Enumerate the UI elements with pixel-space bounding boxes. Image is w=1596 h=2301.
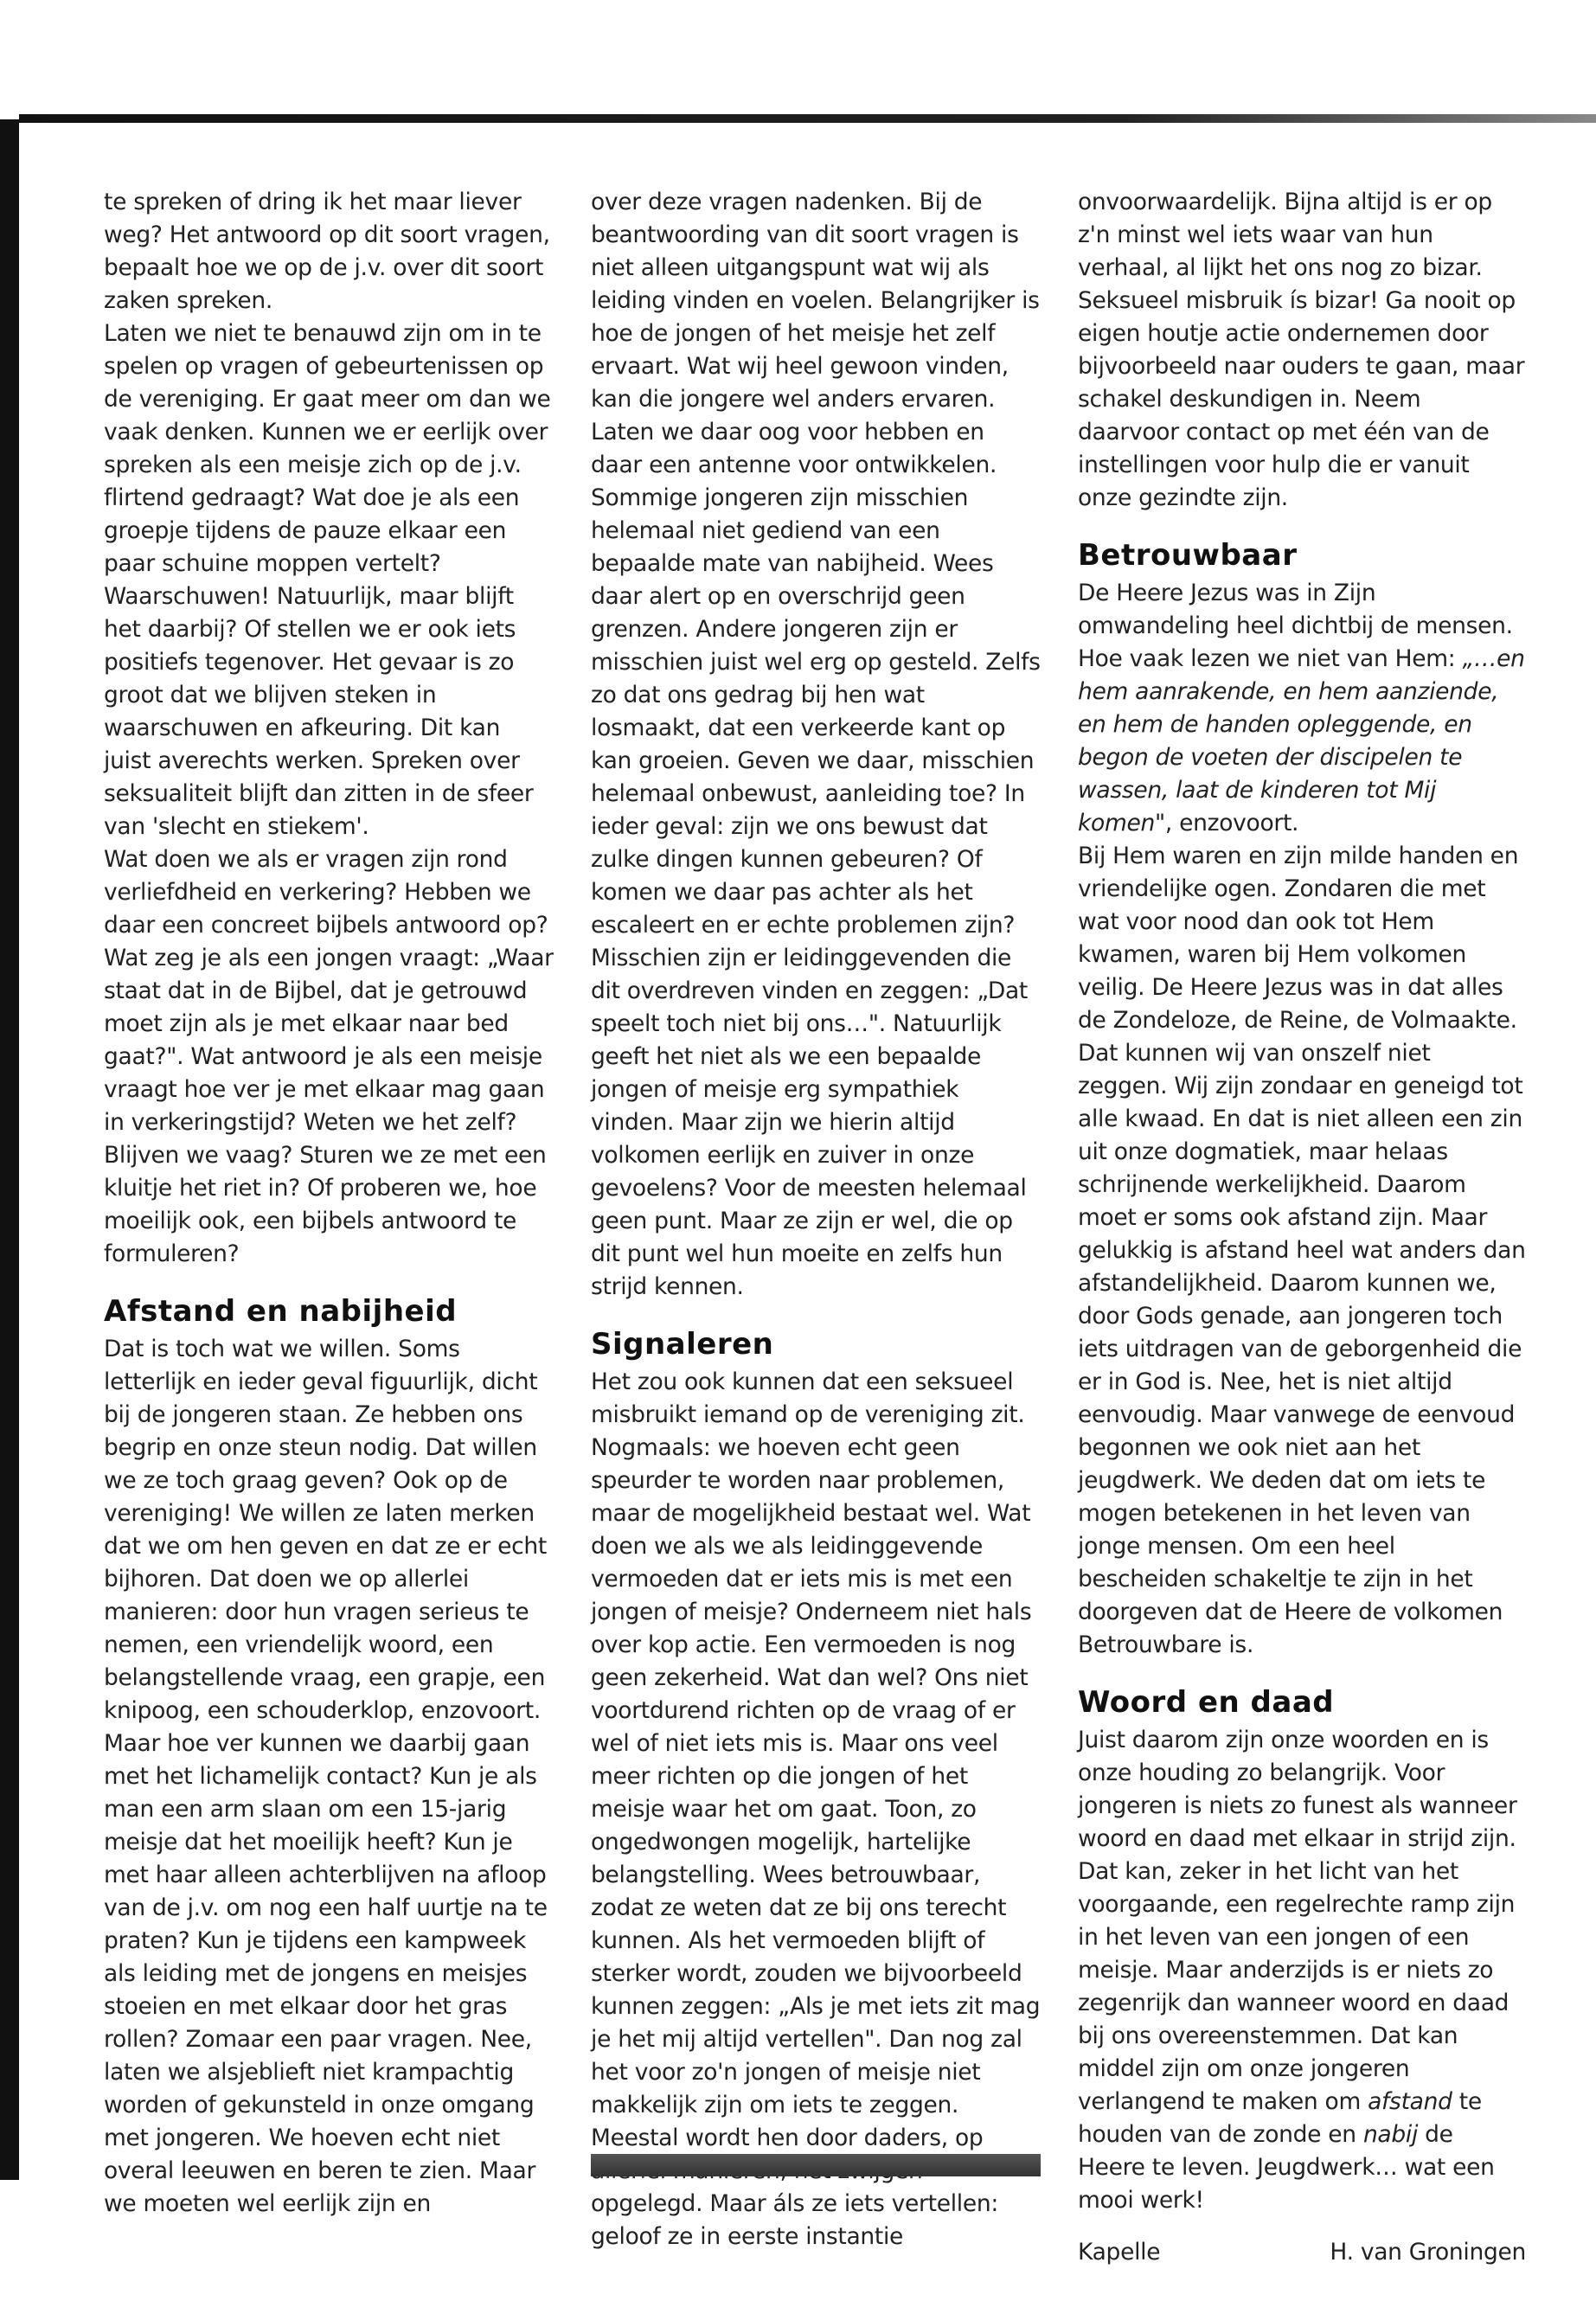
paragraph — [1078, 1724, 1526, 2217]
paragraph: onvoorwaardelijk. Bijna altijd is er op z'n minst wel iets waar van hun verhaal, al lijkt het ons nog zo bizar. Seksueel misbruik ís bizar! Ga nooit op eigen houtje actie ondernemen door bijvoorbeeld naar ouders te gaan, maar schakel deskundigen in. Neem daarvoor contact op met één van de instellingen voor hulp die er vanuit onze gezindte zijn. — [1078, 189, 1525, 511]
signature-place: Kapelle — [1078, 2239, 1161, 2266]
paragraph: te spreken of dring ik het maar liever weg? Het antwoord op dit soort vragen, bepaalt hoe we op de j.v. over dit soort zaken spreken. — [104, 189, 550, 314]
paragraph: Laten we niet te benauwd zijn om in te spelen op vragen of gebeurtenissen op de vereniging. Er gaat meer om dan we vaak denken. Kunnen we er eerlijk over spreken als een meisje zich op de j.v. flirtend gedraagt? Wat doe je als een groepje tijdens de pauze elkaar een paar schuine moppen vertelt? Waarschuwen! Natuurlijk, maar blijft het daarbij? Of stellen we er ook iets positiefs tegenover. Het gevaar is zo groot dat we blijven steken in waarschuwen en afkeuring. Dit kan juist averechts werken. Spreken over seksualiteit blijft dan zitten in de sfeer van 'slecht en stiekem'. — [104, 320, 551, 840]
text: Juist daarom zijn onze woorden en is onze houding zo belangrijk. Voor jongeren is niets zo funest als wanneer woord en daad met elkaar in strijd zijn. Dat kan, zeker in het licht van het voorgaande, een regelrechte ramp zijn in het leven van een jongen of een meisje. Maar anderzijds is er niets zo zegenrijk dan wanneer woord en daad bij ons overeenstemmen. Dat kan middel zijn om onze jongeren verlangend te maken om — [1078, 1727, 1517, 2115]
section-heading-betrouwbaar: Betrouwbaar — [1078, 538, 1298, 573]
emphasis: nabij — [1362, 2121, 1419, 2148]
page-footer-bar — [591, 2154, 1041, 2176]
paragraph: Sommige jongeren zijn misschien helemaal niet gediend van een bepaalde mate van nabijheid. Wees daar alert op en overschrijd geen grenzen. Andere jongeren zijn er misschien juist wel erg op gesteld. Zelfs zo dat ons gedrag bij hen wat losmaakt, dat een verkeerde kant op kan groeien. Geven we daar, misschien helemaal onbewust, aanleiding toe? In ieder geval: zijn we ons bewust dat zulke dingen kunnen gebeuren? Of komen we daar pas achter als het escaleert en er echte problemen zijn? Misschien zijn er leidinggevenden die dit overdreven vinden en zeggen: „Dat speelt toch niet bij ons…". Natuurlijk geeft het niet als we een bepaalde jongen of meisje erg sympathiek vinden. Maar zijn we hierin altijd volkomen eerlijk en zuiver in onze gevoelens? Voor de meesten helemaal geen punt. Maar ze zijn er wel, die op dit punt wel hun moeite en zelfs hun strijd kennen. — [591, 484, 1041, 1300]
scan-top-edge — [19, 114, 1596, 123]
paragraph — [1078, 577, 1526, 840]
text: de Heere te leven. Jeugdwerk… wat een mooi werk! — [1078, 2121, 1495, 2214]
scan-left-edge — [0, 119, 19, 2180]
column-3 — [1078, 186, 1526, 2269]
text: De Heere Jezus was in Zijn omwandeling heel dichtbij de mensen. Hoe vaak lezen we niet van Hem: — [1078, 580, 1513, 672]
text: te houden van de zonde en — [1078, 2088, 1482, 2148]
section-heading-signaleren: Signaleren — [591, 1327, 774, 1362]
paragraph: Maar hoe ver kunnen we daarbij gaan met het lichamelijk contact? Kun je als man een arm slaan om een 15-jarig meisje dat het moeilijk heeft? Kun je met haar alleen achterblijven na afloop van de j.v. om nog een half uurtje na te praten? Kun je tijdens een kampweek als leiding met de jongens en meisjes stoeien en met elkaar door het gras rollen? Zomaar een paar vragen. Nee, laten we alsjeblieft niet krampachtig worden of gekunsteld in onze omgang met jongeren. We hoeven echt niet overal leeuwen en beren te zien. Maar we moeten wel eerlijk zijn en — [104, 1730, 548, 2217]
signature-line — [1078, 2236, 1526, 2269]
emphasis: afstand — [1368, 2088, 1452, 2115]
column-2 — [591, 186, 1041, 2253]
section-heading-woord-en-daad: Woord en daad — [1078, 1685, 1335, 1720]
column-1 — [104, 186, 554, 2221]
paragraph: over deze vragen nadenken. Bij de beantwoording van dit soort vragen is niet alleen uitgangspunt wat wij als leiding vinden en voelen. Belangrijker is hoe de jongen of het meisje het zelf ervaart. Wat wij heel gewoon vinden, kan die jongere wel anders ervaren. Laten we daar oog voor hebben en daar een antenne voor ontwikkelen. — [591, 189, 1040, 478]
paragraph: Wat doen we als er vragen zijn rond verliefdheid en verkering? Hebben we daar een concreet bijbels antwoord op? Wat zeg je als een jongen vraagt: „Waar staat dat in de Bijbel, dat je getrouwd moet zijn als je met elkaar naar bed gaat?". Wat antwoord je als een meisje vraagt hoe ver je met elkaar mag gaan in verkeringstijd? Weten we het zelf? Blijven we vaag? Sturen we ze met een kluitje het riet in? Of proberen we, hoe moeilijk ook, een bijbels antwoord te formuleren? — [104, 846, 554, 1267]
scripture-quote: „…en hem aanrakende, en hem aanziende, en hem de handen opleggende, en begon de voeten der discipelen te wassen, laat de kinderen tot Mij komen" — [1078, 645, 1525, 836]
signature-author: H. van Groningen — [1330, 2239, 1526, 2266]
text: , enzovoort. — [1164, 810, 1299, 836]
paragraph: Bij Hem waren en zijn milde handen en vriendelijke ogen. Zondaren die met wat voor nood dan ook tot Hem kwamen, waren bij Hem volkomen veilig. De Heere Jezus was in dat alles de Zondeloze, de Reine, de Volmaakte. Dat kunnen wij van onszelf niet zeggen. Wij zijn zondaar en geneigd tot alle kwaad. En dat is niet alleen een zin uit onze dogmatiek, maar helaas schrijnende werkelijkheid. Daarom moet er soms ook afstand zijn. Maar gelukkig is afstand heel wat anders dan afstandelijkheid. Daarom kunnen we, door Gods genade, aan jongeren toch iets uitdragen van de geborgenheid die er in God is. Nee, het is niet altijd eenvoudig. Maar vanwege de eenvoud begonnen we ook niet aan het jeugdwerk. We deden dat om iets te mogen betekenen in het leven van jonge mensen. Om een heel bescheiden schakeltje te zijn in het doorgeven dat de Heere de volkomen Betrouwbare is. — [1078, 843, 1526, 1658]
paragraph: Het zou ook kunnen dat een seksueel misbruikt iemand op de vereniging zit. Nogmaals: we hoeven echt geen speurder te worden naar problemen, maar de mogelijkheid bestaat wel. Wat doen we als we als leidinggevende vermoeden dat er iets mis is met een jongen of meisje? Onderneem niet hals over kop actie. Een vermoeden is nog geen zekerheid. Wat dan wel? Ons niet voortdurend richten op de vraag of er wel of niet iets mis is. Maar ons veel meer richten op die jongen of het meisje waar het om gaat. Toon, zo ongedwongen mogelijk, hartelijke belangstelling. Wees betrouwbaar, zodat ze weten dat ze bij ons terecht kunnen. Als het vermoeden blijft of sterker wordt, zouden we bijvoorbeeld kunnen zeggen: „Als je met iets zit mag je het mij altijd vertellen". Dan nog zal het voor zo'n jongen of meisje niet makkelijk zijn om iets te zeggen. Meestal wordt hen door daders, op opgelegd. Maar áls ze iets vertellen: geloof ze in eerste instantie — [591, 1368, 1041, 2250]
section-heading-afstand: Afstand en nabijheid — [104, 1294, 458, 1329]
paragraph: Dat is toch wat we willen. Soms letterlijk en ieder geval figuurlijk, dicht bij de jongeren staan. Ze hebben ons begrip en onze steun nodig. Dat willen we ze toch graag geven? Ook op de vereniging! We willen ze laten merken dat we om hen geven en dat ze er echt bijhoren. Dat doen we op allerlei manieren: door hun vragen serieus te nemen, een vriendelijk woord, een belangstellende vraag, een grapje, een knipoog, een schouderklop, enzovoort. — [104, 1336, 547, 1724]
